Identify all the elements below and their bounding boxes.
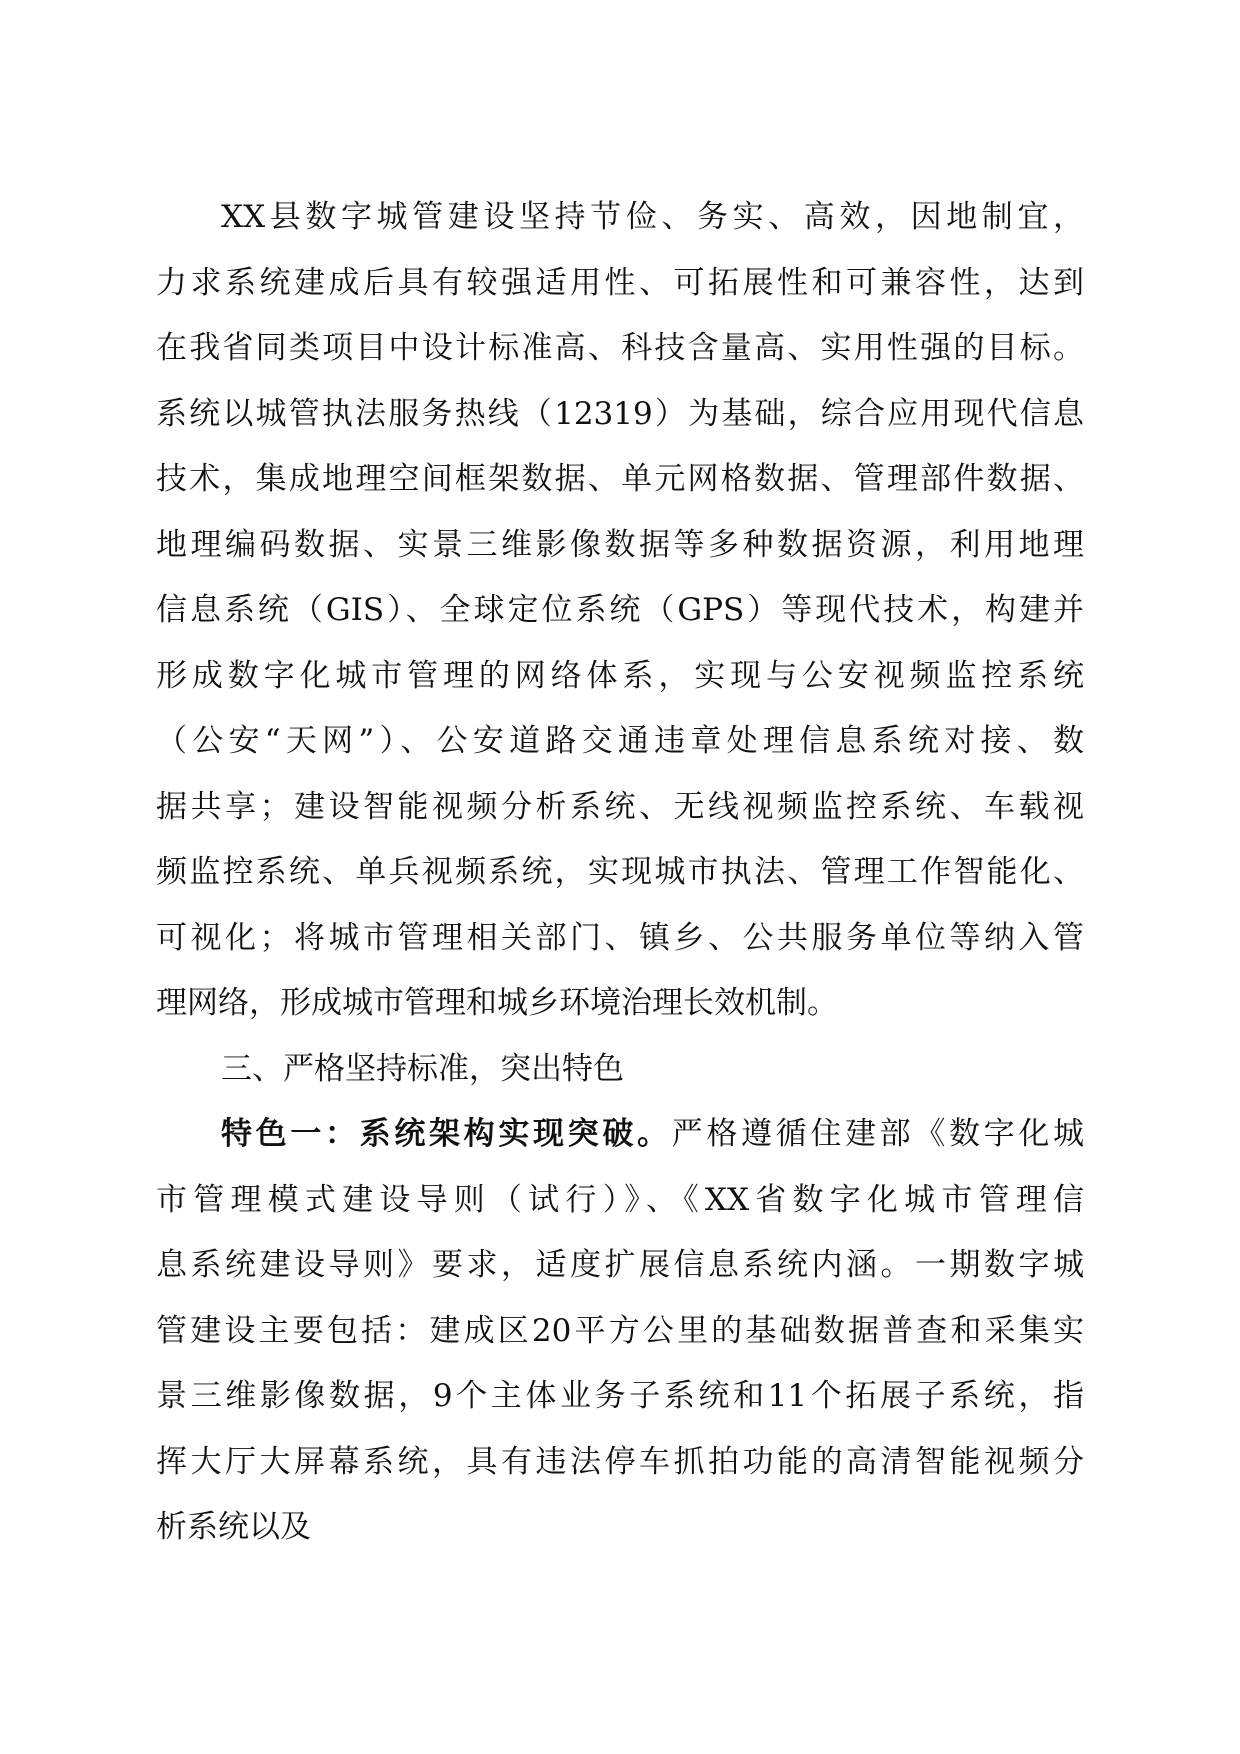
paragraph-digital-city-management	[156, 185, 1084, 1037]
paragraph-line: 频监控系统、单兵视频系统，实现城市执法、管理工作智能化、	[156, 854, 1084, 890]
paragraph-line: 据共享；建设智能视频分析系统、无线视频监控系统、车载视	[156, 788, 1084, 825]
paragraph-line: 形成数字化城市管理的网络体系，实现与公安视频监控系统	[156, 657, 1084, 694]
paragraph-line: 景三维影像数据，9个主体业务子系统和11个拓展子系统，指	[156, 1378, 1084, 1414]
paragraph-line: 在我省同类项目中设计标准高、科技含量高、实用性强的目标。	[156, 330, 1084, 366]
paragraph-line: （公安“天网”）、公安道路交通违章处理信息系统对接、数	[156, 723, 1084, 759]
paragraph-line: 力求系统建成后具有较强适用性、可拓展性和可兼容性，达到	[156, 264, 1084, 301]
paragraph-line: 地理编码数据、实景三维影像数据等多种数据资源，利用地理	[156, 526, 1084, 563]
paragraph-line: 可视化；将城市管理相关部门、镇乡、公共服务单位等纳入管	[156, 919, 1084, 956]
paragraph-line: 挥大厅大屏幕系统，具有违法停车抓拍功能的高清智能视频分	[156, 1443, 1084, 1480]
paragraph-feature-one	[156, 1102, 1084, 1561]
paragraph-line: 息系统建设导则》要求，适度扩展信息系统内涵。一期数字城	[156, 1247, 1084, 1283]
paragraph-line: 技术，集成地理空间框架数据、单元网格数据、管理部件数据、	[156, 461, 1084, 497]
feature-lead-text: 严格遵循住建部《数字化城	[671, 1116, 1085, 1152]
document-body	[156, 185, 1084, 1561]
paragraph-line: 市管理模式建设导则（试行）》、《XX省数字化城市管理信	[156, 1181, 1084, 1218]
paragraph-first-line	[156, 1102, 1084, 1168]
paragraph-line: 管建设主要包括：建成区20平方公里的基础数据普查和采集实	[156, 1312, 1084, 1349]
section-heading: 三、严格坚持标准，突出特色	[221, 1050, 624, 1087]
feature-lead-title: 特色一：系统架构实现突破。	[221, 1116, 672, 1152]
paragraph-line: XX县数字城管建设坚持节俭、务实、高效，因地制宜，	[221, 199, 1084, 235]
paragraph-line: 系统以城管执法服务热线（12319）为基础，综合应用现代信息	[156, 395, 1084, 432]
paragraph-line: 信息系统（GIS）、全球定位系统（GPS）等现代技术，构建并	[156, 592, 1084, 628]
paragraph-line: 理网络，形成城市管理和城乡环境治理长效机制。	[156, 985, 838, 1021]
paragraph-line: 析系统以及	[156, 1509, 311, 1545]
